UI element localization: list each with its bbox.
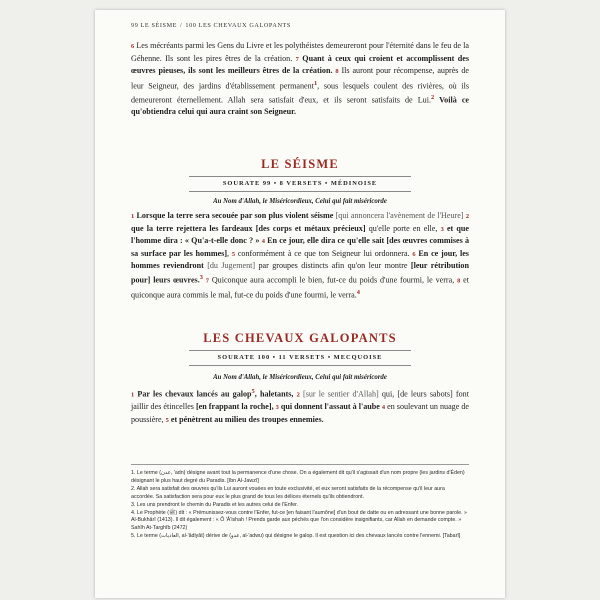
footnote: 5. Le terme (العاديات, al-'âdiyât) dérive de (عدو, al-'adwu) qui désigne le galop. Il est question ici des chevaux lancés contre l'ennemi. [Tabarî] <box>131 533 461 540</box>
verse-text: leurs œuvres. <box>153 275 200 285</box>
verse-text: et pénètrent au milieu des troupes ennemies. <box>170 414 324 424</box>
footnote-ref: 1 <box>313 79 318 87</box>
verse-text: qui donnent l'assaut à l'aube <box>280 402 380 412</box>
verse-gloss: [leur rétribution pour] <box>131 261 469 285</box>
bismillah: Au Nom d'Allah, le Miséricordieux, Celui qui fait miséricorde <box>213 374 387 381</box>
footnote: 2. Allah sera satisfait des œuvres qu'ils Lui auront vouées en toute exclusivité, et eux seront satisfaits de la récompense qu'il leur aura accordée. Sa satisfaction sera pour eux le plus grand de tous les délices éternels qu'ils obtiendront. <box>131 485 445 500</box>
running-head <box>131 22 291 29</box>
verse-text: et que l'homme dira : « Qu'a-t-elle donc ? » <box>131 223 469 245</box>
verse-text: qui, [de leurs sabots] <box>381 389 453 399</box>
bismillah: Au Nom d'Allah, le Miséricordieux, Celui qui fait miséricorde <box>213 198 387 205</box>
verse-number: 8 <box>457 277 461 285</box>
verse-text: , sous lesquels coulent des rivières, où ils demeureront éternellement. Allah sera satisfait d'eux, et ils seront satisfaits de Lui. <box>131 81 469 105</box>
verse-gloss: [qui annoncera l'avènement de l'Heure] <box>335 211 464 220</box>
verse-number: 4 <box>381 404 386 412</box>
verse-text: En ce jour, elle dira ce qu'elle sait <box>267 236 385 245</box>
verse-number: 8 <box>335 68 339 75</box>
title-rule <box>189 350 411 351</box>
footnote: 3. Les uns prendront le chemin du Paradis et les autres celui de l'Enfer. <box>131 501 299 508</box>
running-head-right: 100 LES CHEVAUX GALOPANTS <box>185 22 291 29</box>
verse-text: Quiconque aura accompli le bien, fut-ce du poids d'une fourmi, le verra, <box>211 275 455 285</box>
verse-text: , <box>227 248 230 258</box>
verse-text: Ils auront pour récompense, auprès de leur Seigneur, des jardins d'établissement permanent <box>131 66 469 91</box>
verse-number: 6 <box>131 43 135 50</box>
verse-number: 5 <box>231 250 236 258</box>
surah-title: LE SÉISME <box>261 157 339 171</box>
footnote-ref: 3 <box>199 273 203 281</box>
verse-text: Par les chevaux lancés au galop <box>137 389 252 399</box>
verse-number: 1 <box>131 213 135 220</box>
verse-paragraph <box>131 386 469 426</box>
verse-paragraph <box>131 40 469 117</box>
verse-number: 4 <box>261 238 265 245</box>
verse-text: en soulevant un nuage de poussière, <box>131 402 469 424</box>
verse-text: font jaillir des étincelles <box>131 389 469 412</box>
verse-text: qu'elle porte en elle, <box>368 223 438 233</box>
footnote-ref: 5 <box>251 388 255 395</box>
running-head-left: 99 LE SÉISME <box>131 22 178 29</box>
subtitle-rule <box>189 191 411 192</box>
verse-paragraph <box>131 210 469 301</box>
verse-number: 3 <box>440 225 444 233</box>
previous-surah-ending <box>131 40 469 117</box>
verse-text: et quiconque aura commis le mal, fut-ce du poids d'une fourmi, le verra. <box>131 275 469 300</box>
verse-text: que la terre rejettera les fardeaux <box>131 223 253 233</box>
verse-text: conformément à ce que ton Seigneur lui ordonnera. <box>237 248 410 258</box>
surah-99-verses <box>131 210 469 301</box>
verse-gloss: [des œuvres commises à sa surface par les hommes] <box>131 236 469 258</box>
verse-gloss: [du Jugement] <box>207 261 256 270</box>
verse-number: 6 <box>412 250 416 258</box>
verse-number: 5 <box>165 416 169 424</box>
footnote-ref: 2 <box>430 93 435 101</box>
verse-gloss: [en frappant la roche], <box>195 402 274 412</box>
surah-100-verses <box>131 386 469 426</box>
verse-text: Voilà ce qu'obtiendra celui qui aura craint son Seigneur. <box>131 95 470 116</box>
surah-subtitle: SOURATE 99 • 8 VERSETS • MÉDINOISE <box>222 180 378 187</box>
verse-text: Les mécréants parmi les Gens du Livre et les polythéistes demeureront pour l'éternité dans le feu de la Géhenne. Ils sont les pires êtres de la création. <box>131 41 469 63</box>
running-head-separator: / <box>180 22 183 29</box>
verse-text: En ce jour, les hommes reviendront <box>131 248 469 270</box>
verse-text: , haletants, <box>254 389 294 399</box>
verse-number: 7 <box>205 277 209 285</box>
footnote: 1. Le terme (عدن, 'adn) désigne avant tout la permanence d'une chose. On a également dit qu'il s'agissait d'un nom propre (les jardins d'Éden) désignant le plus haut degré du Paradis. [Ibn Al-Jawzî] <box>131 470 465 484</box>
verse-text: Quant à ceux qui croient et accomplissent des œuvres pieuses, ils sont les meilleurs êtres de la création. <box>131 53 469 75</box>
verse-number: 2 <box>465 213 470 220</box>
verse-text: Lorsque la terre sera secouée par son plus violent séisme <box>136 211 334 220</box>
book-page <box>95 10 505 598</box>
verse-number: 7 <box>295 55 299 63</box>
verse-gloss: [des corps et métaux précieux] <box>255 223 366 233</box>
verse-text: par groupes distincts afin qu'on leur montre <box>258 261 408 270</box>
subtitle-rule <box>189 365 411 366</box>
footnote: 4. Le Prophète (ﷺ) dit : « Prémunissez-vous contre l'Enfer, fut-ce [en faisant l'aumône] d'un bout de datte ou en adressant une bonne parole. » Al-Bukhârî (1413). Il dit également : « Ô 'Â'ishah ! Prends garde aux péchés que l'on considère insignifiants, car Allah en demande compte. » Sahîh At-Targhîb (2472) <box>131 509 468 532</box>
surah-title: LES CHEVAUX GALOPANTS <box>203 331 397 345</box>
footnotes <box>131 470 469 541</box>
footnote-ref: 4 <box>356 288 360 296</box>
verse-gloss: [sur le sentier d'Allah] <box>303 389 379 399</box>
verse-number: 2 <box>296 391 300 399</box>
surah-subtitle: SOURATE 100 • 11 VERSETS • MECQUOISE <box>217 354 383 361</box>
title-rule <box>189 176 411 177</box>
footnote-rule <box>131 464 469 465</box>
verse-number: 3 <box>275 404 279 412</box>
verse-number: 1 <box>131 391 135 399</box>
